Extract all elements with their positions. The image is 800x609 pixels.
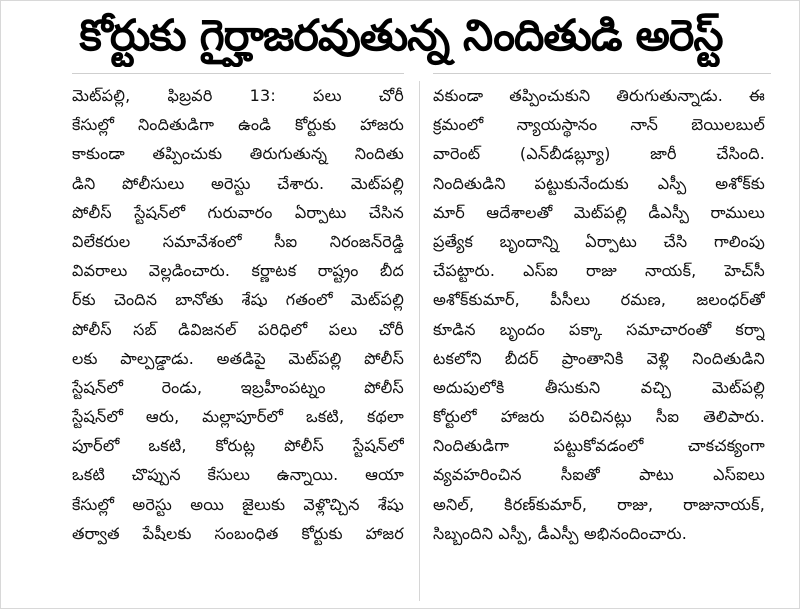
- article-text-line: డిని పోలీసులు అరెస్టు చేశారు. మెట్‌పల్లి: [72, 173, 404, 193]
- article-text-line: లకు పాల్పడ్డాడు. అతడిపై మెట్‌పల్లి పోలీస్: [72, 348, 404, 368]
- article-text-line: స్టేషన్‌లో రెండు, ఇబ్రహీంపట్నం పోలీస్: [72, 377, 404, 397]
- article-text-line: మార్ ఆదేశాలతో మెట్‌పల్లి డీఎస్పీ రాములు: [433, 202, 765, 222]
- article-text-line: చేపట్టారు. ఎస్ఐ రాజు నాయక్, హెచ్‌సీ: [433, 261, 765, 281]
- article-text-line: పోలీస్ స్టేషన్‌లో గురువారం ఏర్పాటు చేసిన: [72, 202, 404, 222]
- article-text-line: కాకుండా తప్పించుకు తిరుగుతున్న నిందితు: [72, 144, 404, 164]
- article-text-line: కూడిన బృందం పక్కా సమాచారంతో కర్నా: [433, 319, 765, 339]
- headline-rule-left: [72, 73, 404, 74]
- article-text-line: పోలీస్ సబ్ డివిజనల్ పరిధిలో పలు చోరీ: [72, 319, 404, 339]
- article-text-line: వివరాలు వెల్లడించారు. కర్ణాటక రాష్ట్రం బీద: [72, 261, 404, 281]
- article-text-line: పూర్‌లో ఒకటి, కోరుట్ల పోలీస్ స్టేషన్‌లో: [72, 436, 404, 456]
- article-text-line: అనిల్, కిరణ్‌కుమార్, రాజు, రాజునాయక్,: [433, 494, 765, 514]
- article-text-line: ప్రత్యేక బృందాన్ని ఏర్పాటు చేసి గాలింపు: [433, 231, 765, 251]
- article-text-line: నిందితుడిగా పట్టుకోవడంలో చాకచక్యంగా: [433, 436, 765, 456]
- article-headline: కోర్టుకు గైర్హాజరవుతున్న నిందితుడి అరెస్ట్: [79, 11, 723, 61]
- article-text-line: ర్‌కు చెందిన బానోతు శేషు గతంలో మెట్‌పల్లి: [72, 290, 404, 310]
- article-text-line: మెట్‌పల్లి, ఫిబ్రవరి 13: పలు చోరీ: [72, 86, 404, 105]
- headline-rule-right: [433, 73, 771, 74]
- article-column-left: [72, 81, 404, 548]
- article-text-line: అశోక్‌కుమార్, పీసీలు రమణ, జలంధర్‌తో: [433, 290, 765, 310]
- article-text-line: కోర్టులో హాజరు పరిచినట్లు సీఐ తెలిపారు.: [433, 407, 765, 427]
- article-text-line: క్రమంలో న్యాయస్థానం నాన్ బెయిలబుల్: [433, 115, 765, 135]
- article-text-line: కేసుల్లో అరెస్టు అయి జైలుకు వెళ్లొచ్చిన శేషు: [72, 494, 404, 514]
- article-text-line: వారెంట్ (ఎన్‌బీడబ్ల్యూ) జారీ చేసింది.: [433, 144, 765, 164]
- article-text-line: వ్యవహరించిన సీఐతో పాటు ఎస్ఐలు: [433, 465, 765, 485]
- article-text-line: తర్వాత పేషీలకు సంబంధిత కోర్టుకు హాజర: [72, 523, 404, 543]
- article-text-line: నిందితుడిని పట్టుకునేందుకు ఎస్పీ అశోక్‌కు: [433, 173, 765, 193]
- article-text-line: అదుపులోకి తీసుకుని వచ్చి మెట్‌పల్లి: [433, 377, 765, 397]
- article-text-line: స్టేషన్‌లో ఆరు, మల్లాపూర్‌లో ఒకటి, కథలా: [72, 407, 404, 427]
- article-column-right: [433, 81, 765, 548]
- article-text-line: వకుండా తప్పించుకుని తిరుగుతున్నాడు. ఈ: [433, 86, 765, 105]
- article-text-line: కేసుల్లో నిందితుడిగా ఉండి కోర్టుకు హాజరు: [72, 115, 404, 135]
- column-divider: [419, 81, 420, 601]
- article-text-line: టకలోని బీదర్ ప్రాంతానికి వెళ్లి నిందితుడిని: [433, 348, 765, 368]
- article-text-line: సిబ్బందిని ఎస్పీ, డీఎస్పీ అభినందించారు.: [433, 523, 687, 543]
- article-text-line: ఒకటి చొప్పున కేసులు ఉన్నాయి. ఆయా: [72, 465, 404, 485]
- article-text-line: విలేకరుల సమావేశంలో సీఐ నిరంజన్‌రెడ్డి: [72, 231, 404, 251]
